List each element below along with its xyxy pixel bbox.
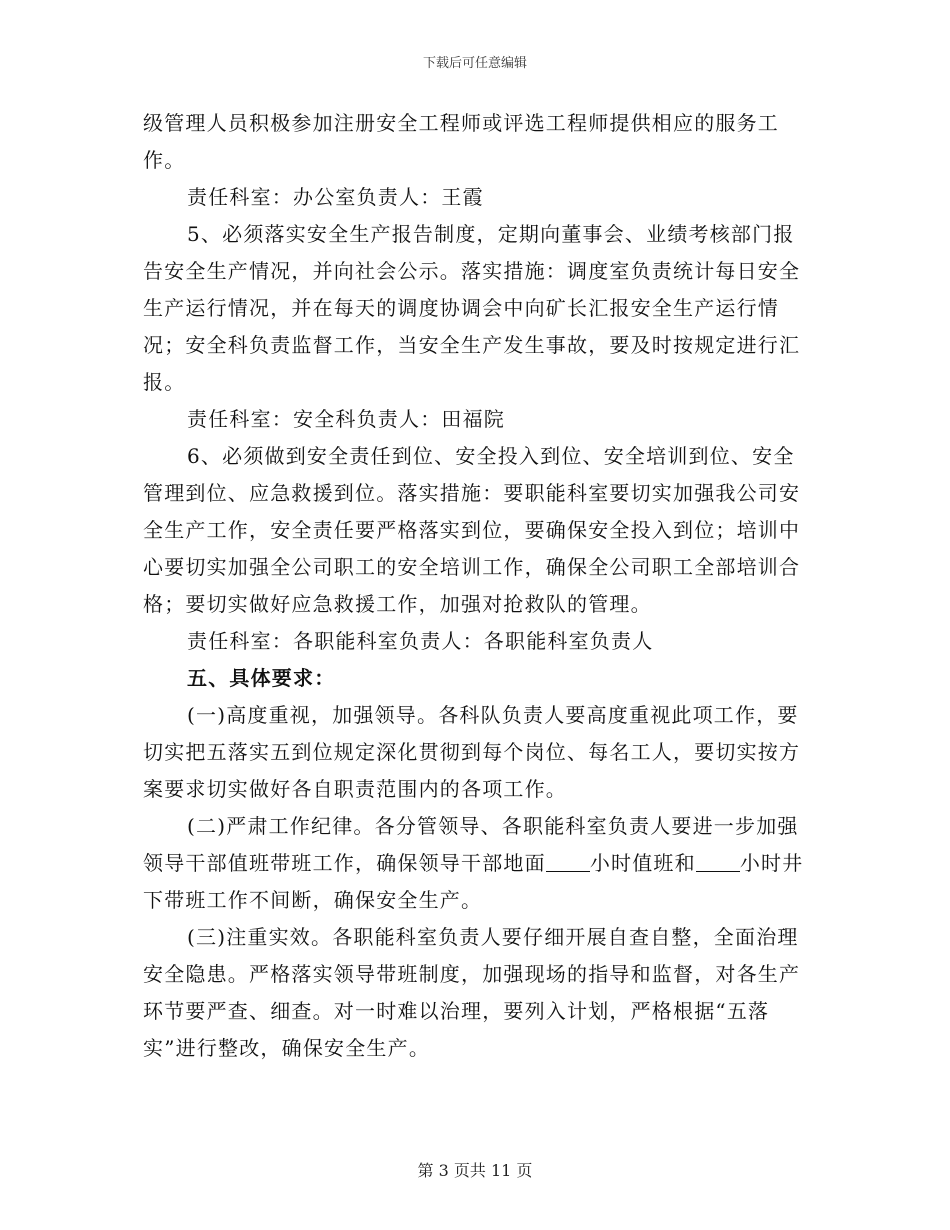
paragraph-text: 小时井下带班工作不间断，确保安全生产。 <box>143 851 804 912</box>
page-header: 下载后可任意编辑 <box>422 56 527 71</box>
paragraph: (三)注重实效。各职能科室负责人要仔细开展自查自整，全面治理安全隐患。严格落实领导带班制度，加强现场的指导和监督，对各生产环节要严查、细查。对一时难以治理，要列入计划，严格根据“五落实”进行整改，确保安全生产。 <box>143 925 801 1060</box>
paragraph: (一)高度重视，加强领导。各科队负责人要高度重视此项工作，要切实把五落实五到位规定深化贯彻到每个岗位、每名工人，要切实按方案要求切实做好各自职责范围内的各项工作。 <box>143 703 801 801</box>
paragraph-text: 小时值班和 <box>589 851 696 875</box>
responsibility-line: 责任科室：各职能科室负责人：各职能科室负责人 <box>187 629 654 653</box>
responsibility-line: 责任科室：安全科负责人：田福院 <box>187 407 505 431</box>
blank-line <box>696 849 740 872</box>
paragraph: 5、必须落实安全生产报告制度，定期向董事会、业绩考核部门报告安全生产情况，并向社会公示。落实措施：调度室负责统计每日安全生产运行情况，并在每天的调度协调会中向矿长汇报安全生产运行情况；安全科负责监督工作，当安全生产发生事故，要及时按规定进行汇报。 <box>143 222 801 394</box>
paragraph <box>143 808 808 919</box>
paragraph: 级管理人员积极参加注册安全工程师或评选工程师提供相应的服务工作。 <box>143 111 779 172</box>
blank-line <box>546 849 590 872</box>
paragraph: 6、必须做到安全责任到位、安全投入到位、安全培训到位、安全管理到位、应急救援到位。落实措施：要职能科室要切实加强我公司安全生产工作，安全责任要严格落实到位，要确保安全投入到位；培训中心要切实加强全公司职工的安全培训工作，确保全公司职工全部培训合格；要切实做好应急救援工作，加强对抢救队的管理。 <box>143 444 801 616</box>
section-heading: 五、具体要求： <box>187 666 336 690</box>
paragraph-text: (二)严肃工作纪律。各分管领导、各职能科室负责人要进一步加强领导干部值班带班工作，确保领导干部地面 <box>143 814 799 875</box>
document-body <box>143 105 808 1067</box>
responsibility-line: 责任科室：办公室负责人：王霞 <box>187 185 484 209</box>
page-footer: 第 3 页共 11 页 <box>417 1161 533 1180</box>
